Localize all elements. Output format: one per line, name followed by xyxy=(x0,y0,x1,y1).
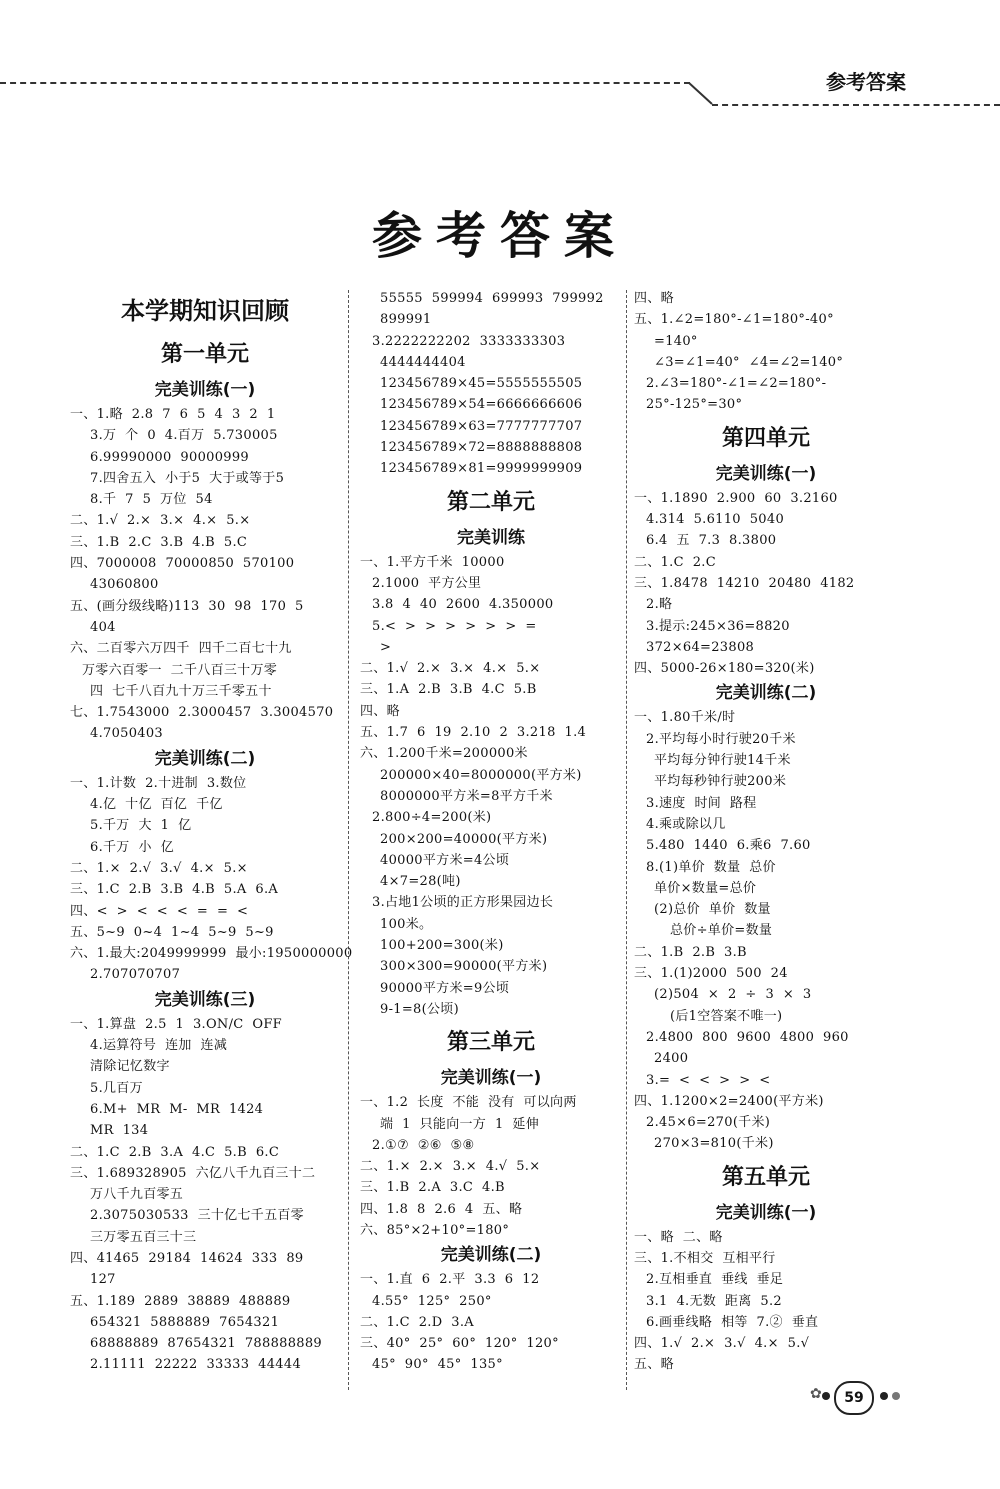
answer-line: 8.千 7 5 万位 54 xyxy=(90,492,213,508)
exercise-heading: 完美训练(三) xyxy=(154,989,256,1010)
answer-line: 45° 90° 45° 135° xyxy=(372,1357,503,1373)
answer-line: 端 1 只能向一方 1 延伸 xyxy=(380,1116,540,1132)
answer-line: 8.(1)单价 数量 总价 xyxy=(646,859,776,875)
answer-line: 单价×数量=总价 xyxy=(654,880,757,896)
answer-line: 三、1.A 2.B 3.B 4.C 5.B xyxy=(360,682,537,698)
answer-line: 二、1.√ 2.× 3.× 4.× 5.× xyxy=(360,661,541,677)
answer-line: 3.8 4 40 2600 4.350000 xyxy=(372,597,554,613)
decorative-dot-icon xyxy=(892,1392,900,1400)
answer-line: 五、1.189 2889 38889 488889 xyxy=(70,1293,291,1309)
unit-heading: 第四单元 xyxy=(721,424,810,451)
answer-line: 3.速度 时间 路程 xyxy=(646,795,757,811)
answer-line: 五、1.7 6 19 2.10 2 3.218 1.4 xyxy=(360,725,587,741)
answer-line: 三、1.B 2.A 3.C 4.B xyxy=(360,1180,505,1196)
answer-line: 2.800÷4=200(米) xyxy=(372,810,492,826)
answer-line: 二、1.√ 2.× 3.× 4.× 5.× xyxy=(70,513,251,529)
answer-line: 270×3=810(千米) xyxy=(654,1136,774,1152)
answer-line: 一、略 二、略 xyxy=(634,1229,723,1245)
answer-line: 七、1.7543000 2.3000457 3.3004570 xyxy=(70,705,334,721)
answer-line: 9-1=8(公顷) xyxy=(380,1001,459,1017)
answer-line: 2.∠3=180°-∠1=∠2=180°- xyxy=(646,376,827,392)
exercise-heading: 完美训练(一) xyxy=(715,1202,817,1223)
answer-line: 2.3075030533 三十亿七千五百零 xyxy=(90,1208,304,1224)
answer-line: 平均每分钟行驶14千米 xyxy=(654,753,791,769)
answer-line: 4×7=28(吨) xyxy=(380,874,461,890)
answer-line: 一、1.2 长度 不能 没有 可以向两 xyxy=(360,1095,577,1111)
answer-line: (后1空答案不唯一) xyxy=(670,1008,783,1024)
answer-line: 四、1.√ 2.× 3.√ 4.× 5.√ xyxy=(634,1336,810,1352)
answer-line: ∠3=∠1=40° ∠4=∠2=140° xyxy=(654,354,844,370)
answer-line: 4.7050403 xyxy=(90,726,164,742)
column-divider xyxy=(626,290,627,1390)
answer-line: 三、1.C 2.B 3.B 4.B 5.A 6.A xyxy=(70,882,279,898)
answer-line: 3.2222222202 3333333303 xyxy=(372,333,566,349)
answer-line: 6.99990000 90000999 xyxy=(90,449,250,465)
answer-line: 四、略 xyxy=(634,291,674,306)
decorative-dot-icon xyxy=(880,1392,888,1400)
answer-line: 一、1.1890 2.900 60 3.2160 xyxy=(634,490,838,506)
answer-line: 三、1.(1)2000 500 24 xyxy=(634,966,788,982)
answer-line: 四、41465 29184 14624 333 89 xyxy=(70,1250,304,1266)
answer-line: 5.< > > > > > > = xyxy=(372,618,537,634)
answer-line: 100米。 xyxy=(380,916,433,932)
answer-line: 总价÷单价=数量 xyxy=(670,923,773,939)
answer-line: 3.占地1公顷的正方形果园边长 xyxy=(372,895,554,911)
answer-line: 7.四舍五入 小于5 大于或等于5 xyxy=(90,470,285,486)
answer-line: 2.707070707 xyxy=(90,967,181,983)
answer-line: 一、1.平方千米 10000 xyxy=(360,554,505,570)
answer-line: 2.11111 22222 33333 44444 xyxy=(90,1357,302,1373)
answer-line: 一、1.直 6 2.平 3.3 6 12 xyxy=(360,1272,540,1288)
unit-heading: 第一单元 xyxy=(160,341,249,367)
answer-line: 四、1.8 8 2.6 4 五、略 xyxy=(360,1201,523,1217)
answer-line: 平均每秒钟行驶200米 xyxy=(654,774,787,790)
answer-line: MR 134 xyxy=(90,1123,149,1139)
answer-line: 三、1.不相交 互相平行 xyxy=(634,1250,776,1266)
answer-line: 六、二百零六万四千 四千二百七十九 xyxy=(70,641,292,657)
answer-line: 一、1.算盘 2.5 1 3.ON/C OFF xyxy=(70,1016,282,1032)
answer-line: 90000平方米=9公顷 xyxy=(380,980,510,996)
header-dashed-line-left xyxy=(0,82,690,84)
answer-line: 六、1.200千米=200000米 xyxy=(360,746,528,762)
answer-line: 万八千九百零五 xyxy=(90,1187,184,1203)
answer-line: 三、1.B 2.C 3.B 4.B 5.C xyxy=(70,534,248,550)
answer-line: 5.480 1440 6.乘6 7.60 xyxy=(646,838,811,854)
answer-line: 清除记忆数字 xyxy=(90,1059,170,1075)
answer-line: 4.314 5.6110 5040 xyxy=(646,512,785,528)
answer-line: 6.画垂线略 相等 7.② 垂直 xyxy=(646,1314,819,1330)
answer-line: 200000×40=8000000(平方米) xyxy=(380,767,582,783)
answer-line: 二、1.B 2.B 3.B xyxy=(634,944,747,960)
answer-line: 四、< > < < < = = < xyxy=(70,903,249,919)
answer-line: 6.M+ MR M- MR 1424 xyxy=(90,1101,264,1117)
answer-line: 123456789×45=5555555505 xyxy=(380,376,583,392)
answer-line: 2.①⑦ ②⑥ ⑤⑧ xyxy=(372,1137,475,1153)
answer-line: 一、1.80千米/时 xyxy=(634,710,736,726)
exercise-heading: 完美训练(二) xyxy=(715,683,817,704)
answer-line: 五、5~9 0~4 1~4 5~9 5~9 xyxy=(70,924,274,940)
answer-line: 123456789×63=7777777707 xyxy=(380,418,583,434)
answer-line: 4.运算符号 连加 连减 xyxy=(90,1038,228,1054)
answer-line: 6.千万 小 亿 xyxy=(90,839,174,855)
answer-line: 4.亿 十亿 百亿 千亿 xyxy=(90,797,223,813)
decorative-star-icon: ✿ xyxy=(810,1386,822,1402)
exercise-heading: 完美训练(一) xyxy=(440,1068,542,1089)
answer-line: 四 七千八百九十万三千零五十 xyxy=(90,683,272,699)
exercise-heading: 完美训练 xyxy=(457,527,525,548)
answer-line: 四、5000-26×180=320(米) xyxy=(634,661,815,677)
decorative-dot-icon xyxy=(822,1392,830,1400)
answer-line: 三、1.689328905 六亿八千九百三十二 xyxy=(70,1165,316,1181)
exercise-heading: 完美训练(二) xyxy=(154,748,256,769)
answer-line: 2.1000 平方公里 xyxy=(372,575,482,591)
answer-line: 六、1.最大:2049999999 最小:1950000000 xyxy=(70,946,353,962)
answer-line: 123456789×72=8888888808 xyxy=(380,440,583,456)
header-tag: 参考答案 xyxy=(826,70,906,94)
page-title: 参考答案 xyxy=(372,206,628,265)
answer-line: 四、1.1200×2=2400(平方米) xyxy=(634,1093,824,1109)
answer-line: (2)504 × 2 ÷ 3 × 3 xyxy=(654,987,812,1003)
unit-heading: 第三单元 xyxy=(446,1029,535,1056)
answer-line: 五、略 xyxy=(634,1357,674,1373)
answer-line: 40000平方米=4公顷 xyxy=(380,852,510,868)
answer-line: 127 xyxy=(90,1272,116,1288)
answer-line: 2.略 xyxy=(646,597,673,613)
answer-line: 68888889 87654321 788888889 xyxy=(90,1336,323,1352)
answer-line: > xyxy=(380,639,392,655)
answer-line: 二、1.× 2.× 3.× 4.√ 5.× xyxy=(360,1159,541,1175)
answer-line: 3.提示:245×36=8820 xyxy=(646,618,790,634)
answer-line: 五、1.∠2=180°-∠1=180°-40° xyxy=(634,312,834,328)
answer-line: 三、40° 25° 60° 120° 120° xyxy=(360,1336,559,1352)
answer-line: 3.万 个 0 4.百万 5.730005 xyxy=(90,428,278,444)
answer-line: 一、1.计数 2.十进制 3.数位 xyxy=(70,775,247,791)
answer-line: 二、1.C 2.C xyxy=(634,554,716,570)
answer-line: 三万零五百三十三 xyxy=(90,1229,197,1245)
answer-line: 5.千万 大 1 亿 xyxy=(90,818,192,834)
answer-line: 55555 599994 699993 799992 xyxy=(380,291,604,306)
answer-line: 二、1.C 2.D 3.A xyxy=(360,1314,474,1330)
answer-line: 123456789×81=9999999909 xyxy=(380,461,583,477)
answer-line: 二、1.× 2.√ 3.√ 4.× 5.× xyxy=(70,860,248,876)
answer-line: 899991 xyxy=(380,312,432,328)
answer-line: 100+200=300(米) xyxy=(380,938,504,954)
answer-line: 3.= < < > > < xyxy=(646,1072,771,1088)
answer-line: 2.互相垂直 垂线 垂足 xyxy=(646,1272,784,1288)
exercise-heading: 完美训练(一) xyxy=(715,463,817,484)
answer-line: 六、85°×2+10°=180° xyxy=(360,1222,510,1238)
answer-line: 四、略 xyxy=(360,703,400,719)
answer-line: =140° xyxy=(654,333,698,349)
column-divider xyxy=(348,290,349,1390)
answer-line: 123456789×54=6666666606 xyxy=(380,397,583,413)
answer-line: 2.45×6=270(千米) xyxy=(646,1115,771,1131)
answer-line: 4.55° 125° 250° xyxy=(372,1293,492,1309)
header-slant-line xyxy=(688,82,718,106)
answer-line: 四、7000008 70000850 570100 xyxy=(70,556,295,572)
answer-line: 300×300=90000(平方米) xyxy=(380,959,548,975)
answer-column-3 xyxy=(634,288,898,1376)
answer-line: 8000000平方米=8平方千米 xyxy=(380,788,553,804)
answer-column-1 xyxy=(70,288,353,1376)
section-heading: 本学期知识回顾 xyxy=(121,297,289,325)
answer-line: 2.平均每小时行驶20千米 xyxy=(646,731,796,747)
unit-heading: 第二单元 xyxy=(446,488,535,515)
answer-line: 5.几百万 xyxy=(90,1080,143,1096)
answer-line: 654321 5888889 7654321 xyxy=(90,1314,280,1330)
answer-line: 43060800 xyxy=(90,577,159,593)
answer-column-2 xyxy=(360,288,622,1376)
answer-line: 万零六百零一 二千八百三十万零 xyxy=(82,662,278,678)
answer-line: 五、(画分级线略)113 30 98 170 5 xyxy=(70,598,304,614)
answer-line: 372×64=23808 xyxy=(646,639,755,655)
answer-line: 25°-125°=30° xyxy=(646,397,743,413)
answer-line: 二、1.C 2.B 3.A 4.C 5.B 6.C xyxy=(70,1144,280,1160)
answer-line: 2400 xyxy=(654,1051,689,1067)
header-dashed-line-right xyxy=(712,104,1000,106)
exercise-heading: 完美训练(一) xyxy=(154,380,256,400)
answer-line: 3.1 4.无数 距离 5.2 xyxy=(646,1293,782,1309)
answer-line: (2)总价 单价 数量 xyxy=(654,902,771,918)
page-number: 59 xyxy=(834,1381,874,1415)
unit-heading: 第五单元 xyxy=(721,1163,810,1190)
answer-line: 一、1.略 2.8 7 6 5 4 3 2 1 xyxy=(70,407,276,422)
answer-line: 三、1.8478 14210 20480 4182 xyxy=(634,575,855,591)
answer-line: 6.4 五 7.3 8.3800 xyxy=(646,533,777,549)
answer-line: 200×200=40000(平方米) xyxy=(380,831,548,847)
answer-line: 4.乘或除以几 xyxy=(646,816,726,832)
answer-line: 404 xyxy=(90,619,116,635)
answer-line: 4444444404 xyxy=(380,354,466,370)
exercise-heading: 完美训练(二) xyxy=(440,1245,542,1266)
answer-line: 2.4800 800 9600 4800 960 xyxy=(646,1029,849,1045)
